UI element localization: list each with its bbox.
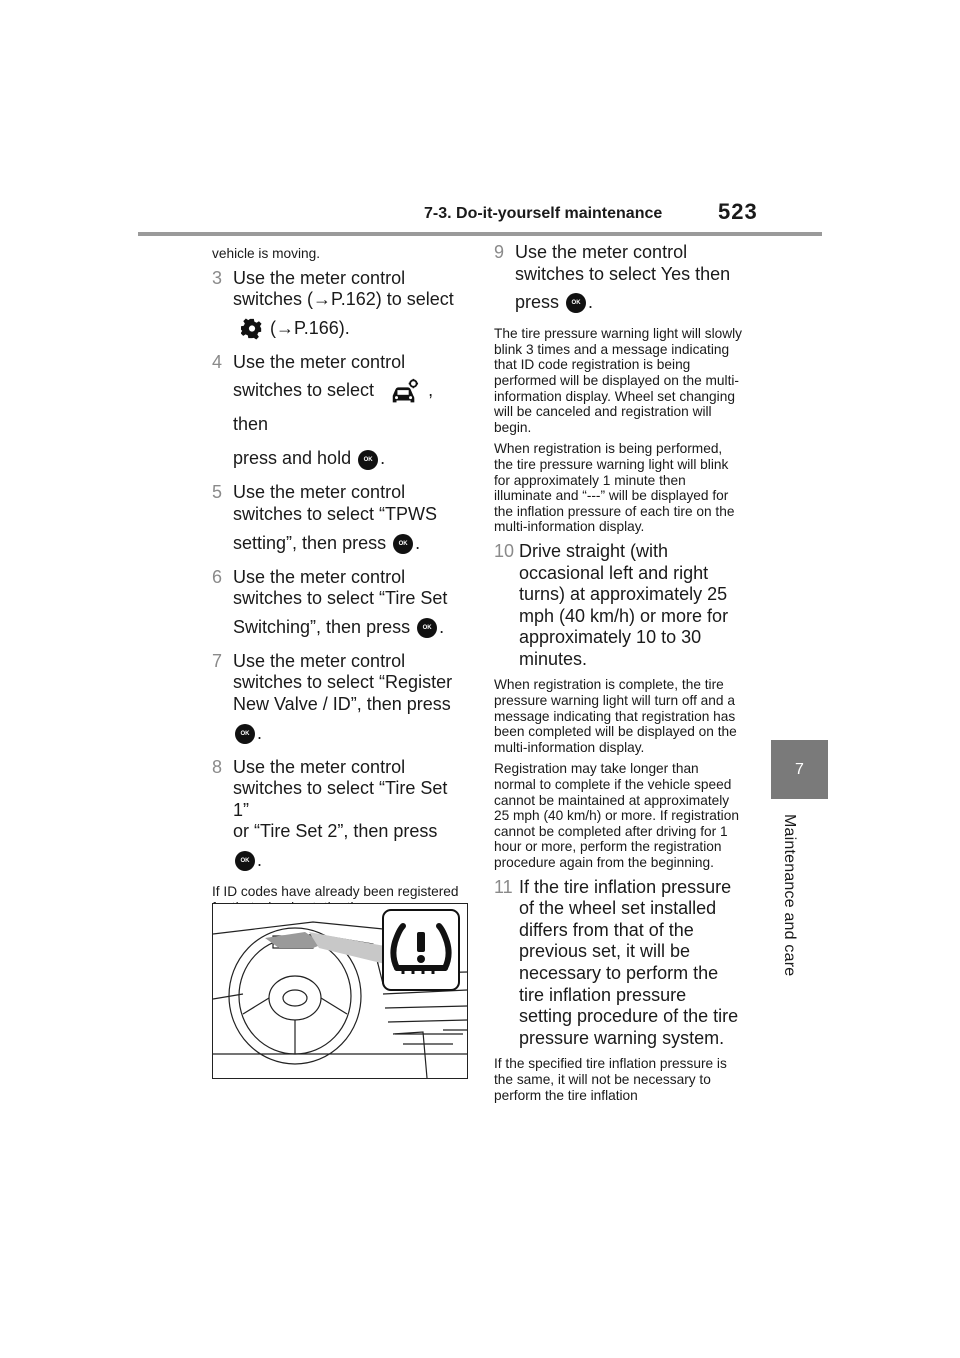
step-line: or “Tire Set 2”, then press	[233, 821, 438, 842]
tire-pressure-warning-icon	[389, 920, 453, 976]
ok-button-icon: OK	[358, 450, 378, 470]
step-text: switches to select	[233, 380, 375, 401]
step-4	[212, 352, 462, 476]
step-number: 6	[212, 566, 223, 587]
step-line: Use the meter control	[233, 566, 406, 587]
header-rule	[138, 232, 822, 236]
note-text: If the specified tire inflation pressure is the same, it will not be necessary to perform the tire inflation	[494, 1056, 727, 1103]
step-line: switches to select Yes then	[515, 263, 731, 284]
step-line	[515, 285, 744, 319]
step-text: .	[588, 292, 594, 313]
step-text: setting”, then press	[233, 532, 387, 553]
step-line	[233, 610, 462, 644]
step-text: press and hold	[233, 448, 352, 469]
ok-button-icon: OK	[566, 293, 586, 313]
ok-button-icon: OK	[417, 618, 437, 638]
note-text: If ID codes have already been registered	[212, 883, 459, 899]
step-11	[494, 877, 744, 1050]
step-3	[212, 268, 462, 345]
step-text: , then	[233, 380, 434, 435]
step-line: New Valve / ID”, then press	[233, 693, 451, 714]
step-6	[212, 567, 462, 644]
step-line: Use the meter control	[233, 482, 406, 503]
step-number: 3	[212, 267, 223, 288]
vehicle-settings-icon	[389, 378, 419, 406]
step-line: Use the meter control	[233, 351, 406, 372]
step-text: .	[257, 722, 263, 743]
ok-button-icon: OK	[235, 851, 255, 871]
step-number: 10	[494, 540, 515, 561]
step-number: 5	[212, 482, 223, 503]
step-9	[494, 242, 744, 319]
step-line: switches to select “TPWS	[233, 503, 438, 524]
step-line	[233, 526, 462, 560]
step-line: Use the meter control	[515, 242, 688, 262]
note-text: When registration is being performed, the tire pressure warning light will blink for approximately 1 minute then illuminate and “---” will be displayed for the inflation pressure of each tire on the multi-information display.	[494, 441, 735, 535]
note-text: When registration is complete, the tire pressure warning light will turn off and a message indicating that registration has been completed will be displayed on the multi-information display.	[494, 677, 737, 755]
step-line	[233, 311, 462, 345]
step-number: 7	[212, 650, 223, 671]
step-text: .	[380, 448, 386, 469]
step-number: 9	[494, 242, 505, 262]
step-number: 4	[212, 351, 223, 372]
step-text: Drive straight (with occasional left and right turns) at approximately 25 mph (40 km/h) or more for approximately 10 to 30 minutes.	[519, 540, 729, 669]
step-line	[233, 441, 462, 475]
step-text: press	[515, 292, 560, 313]
step-10	[494, 541, 744, 671]
step-line	[233, 716, 462, 750]
section-title: 7-3. Do-it-yourself maintenance	[424, 205, 663, 222]
right-column	[494, 242, 744, 1109]
step-line: switches to select “Tire Set	[233, 588, 448, 609]
chapter-number: 7	[795, 760, 804, 778]
step-7	[212, 651, 462, 750]
chapter-label: Maintenance and care	[781, 814, 798, 977]
step-text: .	[439, 616, 445, 637]
step-number: 8	[212, 756, 223, 777]
step-number: 11	[494, 876, 513, 897]
dashboard-illustration	[212, 903, 468, 1079]
step-line: Use the meter control	[233, 756, 406, 777]
ok-button-icon: OK	[235, 724, 255, 744]
settings-gear-icon	[241, 318, 263, 340]
step-5	[212, 482, 462, 559]
step-line	[233, 843, 462, 877]
left-column	[212, 246, 462, 983]
step-8	[212, 757, 462, 877]
step-line: Use the meter control	[233, 650, 406, 671]
step-line: switches to select “Register	[233, 672, 453, 693]
step-text: (→P.166).	[270, 317, 350, 338]
page-number: 523	[718, 199, 758, 224]
step-text: .	[415, 532, 421, 553]
step-text: If the tire inflation pressure of the wheel set installed differs from that of the previous set, it will be necessary to perform the tire inflation pressure setting procedure of the tire pressure warning system.	[519, 876, 739, 1048]
step-line: Use the meter control	[233, 267, 406, 288]
step-text: .	[257, 849, 263, 870]
intro-text: vehicle is moving.	[212, 246, 321, 261]
ok-button-icon: OK	[393, 534, 413, 554]
step-line: switches (→P.162) to select	[233, 289, 454, 310]
note-text: The tire pressure warning light will slowly blink 3 times and a message indicating that ID code registration is being performed will be displayed on the multi-information display. Wheel set changing will be canceled and registration will begin.	[494, 326, 742, 435]
note-text: Registration may take longer than normal to complete if the vehicle speed cannot be maintained at approximately 25 mph (40 km/h) or more. If registration cannot be completed after driving for 1 hour or more, perform the registration procedure again from the beginning.	[494, 761, 739, 870]
step-line	[233, 373, 462, 441]
step-text: Switching”, then press	[233, 616, 411, 637]
step-line: switches to select “Tire Set 1”	[233, 778, 448, 820]
chapter-tab[interactable]	[771, 740, 828, 799]
